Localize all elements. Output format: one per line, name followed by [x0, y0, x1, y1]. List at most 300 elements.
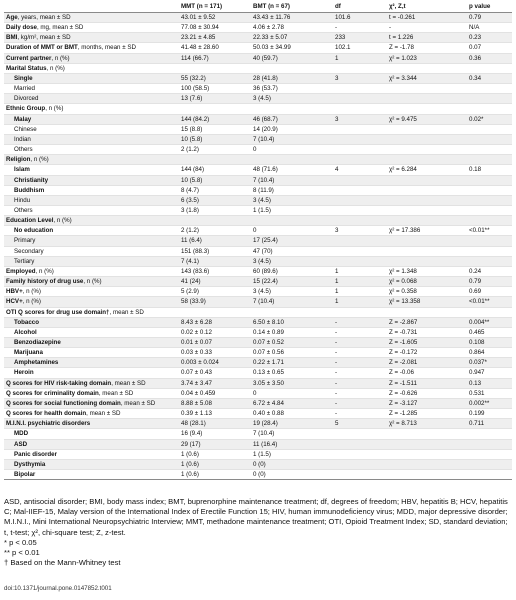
- statistic-cell: -: [389, 24, 392, 32]
- table-row: [4, 378, 512, 388]
- statistic-cell: Z = -3.127: [389, 399, 418, 407]
- bmt-cell: [251, 63, 333, 73]
- bmt-cell: [251, 216, 333, 226]
- mmt-cell: [179, 155, 251, 165]
- statistic-cell: Z = -1.511: [389, 379, 417, 387]
- statistic-cell: [387, 205, 467, 215]
- row-label-bold: Current partner: [6, 54, 52, 62]
- statistic-cell: [387, 124, 467, 134]
- df-cell: [333, 104, 387, 114]
- mmt-cell: 7 (4.1): [181, 257, 199, 265]
- df-cell: -: [335, 369, 338, 377]
- p-value-cell: [467, 84, 512, 94]
- table-row: [4, 84, 512, 94]
- row-label: Indian: [14, 135, 31, 143]
- row-label: [4, 155, 179, 165]
- mmt-cell: 41.48 ± 28.60: [181, 44, 219, 52]
- row-label: [4, 287, 179, 297]
- bmt-cell: [251, 104, 333, 114]
- table-row: [4, 63, 512, 73]
- bmt-cell: 0: [253, 389, 257, 397]
- df-cell: -: [335, 359, 338, 367]
- mmt-cell: 100 (58.5): [181, 85, 210, 93]
- row-label: [4, 317, 179, 327]
- row-label: Others: [14, 206, 33, 214]
- table-row: [4, 307, 512, 317]
- row-label: [4, 449, 179, 459]
- statistic-cell: Z = -2.081: [389, 359, 418, 367]
- df-cell: [333, 429, 387, 439]
- statistic-cell: χ² = 8.713: [389, 420, 417, 428]
- row-label-bold: Age: [6, 14, 18, 21]
- table-row: [4, 94, 512, 104]
- bmt-cell: 0.07 ± 0.56: [253, 349, 284, 357]
- mmt-cell: 15 (8.8): [181, 125, 203, 133]
- p-value-cell: [467, 429, 512, 439]
- row-label-rest: , mean ± SD: [109, 308, 144, 316]
- table-row: [4, 43, 512, 53]
- mmt-cell: 43.01 ± 9.52: [181, 14, 216, 21]
- row-label-bold: HBV+: [6, 288, 23, 296]
- p-value-cell: 0.004**: [469, 318, 490, 326]
- table-row: [4, 358, 512, 368]
- p-value-cell: [467, 94, 512, 104]
- df-cell: -: [335, 339, 338, 346]
- statistic-cell: χ² = 0.358: [389, 288, 417, 296]
- statistic-cell: [387, 104, 467, 114]
- p-value-cell: [467, 307, 512, 317]
- row-label-rest: , n (%): [83, 278, 102, 286]
- mmt-cell: 0.01 ± 0.07: [181, 339, 212, 346]
- bmt-cell: 48 (71.6): [253, 166, 278, 174]
- statistic-cell: [387, 429, 467, 439]
- df-cell: 233: [335, 34, 346, 42]
- df-cell: -: [335, 399, 338, 407]
- bmt-cell: 3.05 ± 3.50: [253, 379, 284, 387]
- row-label-bold: Education Level: [6, 217, 54, 225]
- header-p-value: p value: [469, 3, 491, 11]
- row-label: [4, 73, 179, 83]
- p-value-cell: [467, 449, 512, 459]
- p-value-cell: [467, 185, 512, 195]
- row-label-bold: HCV+: [6, 298, 23, 306]
- df-cell: -: [335, 389, 338, 397]
- row-label: Hindu: [14, 196, 31, 204]
- bmt-cell: 0: [253, 227, 257, 235]
- row-label-bold: Q scores for social functioning domain: [6, 399, 121, 407]
- table-row: [4, 23, 512, 33]
- table-row: [4, 53, 512, 63]
- df-cell: [333, 175, 387, 185]
- row-label: [4, 53, 179, 63]
- p-value-cell: [467, 236, 512, 246]
- row-label: [4, 398, 179, 408]
- row-label-rest: , n (%): [53, 217, 72, 225]
- bmt-cell: 46 (68.7): [253, 115, 278, 123]
- mmt-cell: 10 (5.8): [181, 135, 203, 143]
- df-cell: 4: [335, 166, 339, 174]
- row-label: [4, 226, 179, 236]
- df-cell: [333, 185, 387, 195]
- row-label: [4, 358, 179, 368]
- df-cell: 1: [335, 54, 339, 62]
- header-bmt: BMT (n = 67): [253, 3, 290, 11]
- bmt-cell: 17 (25.4): [253, 237, 278, 245]
- row-label-bold: Daily dose: [6, 24, 37, 32]
- table-row: [4, 256, 512, 266]
- statistic-cell: Z = -1.285: [389, 410, 418, 418]
- statistic-cell: χ² = 17.386: [389, 227, 421, 235]
- df-cell: -: [335, 24, 338, 32]
- row-label: [4, 388, 179, 398]
- mmt-cell: 0.07 ± 0.43: [181, 369, 212, 377]
- mmt-cell: 5 (2.9): [181, 288, 199, 296]
- p-value-cell: [467, 246, 512, 256]
- df-cell: -: [335, 328, 338, 336]
- p-value-cell: 0.13: [469, 379, 482, 387]
- table-row: [4, 470, 512, 480]
- df-cell: 1: [335, 288, 339, 296]
- df-cell: [333, 246, 387, 256]
- row-label-bold: Ethnic Group: [6, 105, 46, 113]
- statistic-cell: [387, 185, 467, 195]
- row-label-rest: , n (%): [22, 288, 41, 296]
- mmt-cell: 0.39 ± 1.13: [181, 410, 212, 418]
- bmt-cell: 7 (10.4): [253, 298, 275, 306]
- mmt-cell: 48 (28.1): [181, 420, 206, 428]
- mmt-cell: 77.08 ± 30.94: [181, 24, 219, 32]
- row-label-bold: Christianity: [14, 176, 49, 184]
- p-value-cell: [467, 216, 512, 226]
- p-value-cell: [467, 104, 512, 114]
- statistic-cell: χ² = 1.023: [389, 54, 417, 62]
- df-cell: [333, 307, 387, 317]
- row-label: [4, 266, 179, 276]
- p-value-cell: 0.002**: [469, 399, 490, 407]
- mmt-cell: 23.21 ± 4.85: [181, 34, 216, 42]
- table-row: [4, 226, 512, 236]
- table-row: [4, 277, 512, 287]
- row-label-rest: , n (%): [46, 64, 65, 72]
- df-cell: [333, 195, 387, 205]
- row-label: [4, 338, 179, 348]
- p-value-cell: 0.864: [469, 349, 485, 357]
- statistic-cell: [387, 155, 467, 165]
- p-value-cell: 0.465: [469, 328, 485, 336]
- row-label-bold: ASD: [14, 440, 28, 448]
- row-label-bold: Malay: [14, 115, 32, 123]
- bmt-cell: 47 (70): [253, 247, 273, 255]
- row-label: [4, 277, 179, 287]
- mmt-cell: 0.02 ± 0.12: [181, 328, 212, 336]
- row-label-bold: Q scores for HIV risk-taking domain: [6, 379, 112, 387]
- row-label: [4, 23, 179, 33]
- bmt-cell: 3 (4.5): [253, 196, 271, 204]
- row-label: [4, 175, 179, 185]
- bmt-cell: 40 (59.7): [253, 54, 278, 62]
- row-label: [4, 216, 179, 226]
- bmt-cell: 43.43 ± 11.76: [253, 14, 291, 21]
- p-value-cell: [467, 155, 512, 165]
- statistic-cell: Z = -0.172: [389, 349, 418, 357]
- statistic-cell: Z = -0.626: [389, 389, 418, 397]
- row-label: [4, 165, 179, 175]
- row-label-bold: Buddhism: [14, 186, 45, 194]
- statistic-cell: χ² = 0.068: [389, 278, 417, 286]
- row-label: [4, 429, 179, 439]
- statistic-cell: [387, 216, 467, 226]
- df-cell: [333, 459, 387, 469]
- df-cell: [333, 439, 387, 449]
- df-cell: 1: [335, 298, 339, 306]
- row-label-rest: , mean ± SD: [98, 389, 134, 397]
- mmt-cell: 151 (88.3): [181, 247, 210, 255]
- statistic-cell: [387, 470, 467, 480]
- table-row: [4, 449, 512, 459]
- mmt-cell: 2 (1.2): [181, 146, 199, 154]
- mmt-cell: 29 (17): [181, 440, 201, 448]
- statistic-cell: Z = -0.06: [389, 369, 414, 377]
- table-row: [4, 409, 512, 419]
- statistic-cell: [387, 246, 467, 256]
- dagger-note: † Based on the Mann-Whitney test: [4, 558, 121, 568]
- table-row: [4, 338, 512, 348]
- p-value-cell: [467, 134, 512, 144]
- row-label: [4, 409, 179, 419]
- mmt-cell: 144 (84.2): [181, 115, 210, 123]
- p-value-cell: 0.23: [469, 34, 482, 42]
- bmt-cell: 3 (4.5): [253, 95, 271, 103]
- row-label-bold: BMI: [6, 34, 18, 42]
- row-label-bold: Tobacco: [14, 318, 39, 326]
- table-row: [4, 327, 512, 337]
- row-label-bold: Bipolar: [14, 471, 36, 479]
- table-row: [4, 246, 512, 256]
- row-label-bold: OTI Q scores for drug use domain†: [6, 308, 110, 316]
- mmt-cell: 144 (84): [181, 166, 205, 174]
- df-cell: [333, 155, 387, 165]
- row-label-bold: Religion: [6, 156, 31, 164]
- statistic-cell: [387, 175, 467, 185]
- mmt-cell: 1 (0.6): [181, 450, 199, 458]
- statistic-cell: χ² = 9.475: [389, 115, 417, 123]
- statistic-cell: [387, 195, 467, 205]
- table-row: [4, 348, 512, 358]
- bmt-cell: 0.13 ± 0.65: [253, 369, 284, 377]
- p-value-cell: [467, 439, 512, 449]
- table-row: [4, 205, 512, 215]
- p-value-cell: [467, 205, 512, 215]
- df-cell: 3: [335, 227, 339, 235]
- row-label: Married: [14, 85, 35, 93]
- row-label-bold: Marital Status: [6, 64, 47, 72]
- mmt-cell: [179, 63, 251, 73]
- p-value-cell: 0.24: [469, 267, 482, 275]
- bmt-cell: 4.06 ± 2.78: [253, 24, 284, 32]
- df-cell: 1: [335, 278, 339, 286]
- table-row: [4, 388, 512, 398]
- bmt-cell: 7 (10.4): [253, 176, 275, 184]
- table-row: [4, 216, 512, 226]
- table-footnotes: [4, 497, 512, 568]
- row-label-bold: No education: [14, 227, 54, 235]
- row-label: [4, 378, 179, 388]
- row-label: [4, 368, 179, 378]
- table-row: [4, 266, 512, 276]
- mmt-cell: [179, 216, 251, 226]
- bmt-cell: 15 (22.4): [253, 278, 278, 286]
- bmt-cell: 14 (20.9): [253, 125, 278, 133]
- table-row: [4, 114, 512, 124]
- statistic-cell: t = 1.226: [389, 34, 414, 42]
- df-cell: -: [335, 318, 338, 326]
- row-label-rest: , n (%): [30, 156, 49, 164]
- p-value-cell: [467, 195, 512, 205]
- statistic-cell: [387, 145, 467, 155]
- row-label: [4, 63, 179, 73]
- statistic-cell: [387, 439, 467, 449]
- significance-note-2: ** p < 0.01: [4, 548, 40, 558]
- p-value-cell: <0.01**: [469, 227, 490, 235]
- row-label-rest: , n (%): [45, 105, 64, 113]
- bmt-cell: 1 (1.5): [253, 450, 271, 458]
- p-value-cell: 0.69: [469, 288, 482, 296]
- statistic-cell: χ² = 1.348: [389, 267, 417, 275]
- table-row: [4, 429, 512, 439]
- p-value-cell: 0.02*: [469, 115, 484, 123]
- table-row: [4, 165, 512, 175]
- row-label-rest: , mg, mean ± SD: [36, 24, 84, 32]
- header-df: df: [335, 3, 341, 11]
- row-label-bold: Islam: [14, 166, 30, 174]
- mmt-cell: 0.003 ± 0.024: [181, 359, 219, 367]
- df-cell: 5: [335, 420, 339, 428]
- row-label-bold: Alcohol: [14, 328, 37, 336]
- df-cell: [333, 470, 387, 480]
- mmt-cell: 3.74 ± 3.47: [181, 379, 212, 387]
- p-value-cell: 0.79: [469, 14, 482, 21]
- p-value-cell: 0.07: [469, 44, 482, 52]
- row-label: [4, 439, 179, 449]
- bmt-cell: 28 (41.8): [253, 74, 278, 82]
- mmt-cell: 1 (0.6): [181, 460, 199, 468]
- row-label-rest: , kg/m², mean ± SD: [17, 34, 71, 42]
- row-label: [4, 419, 179, 429]
- mmt-cell: 2 (1.2): [181, 227, 199, 235]
- row-label-rest: , years, mean ± SD: [17, 14, 71, 21]
- mmt-cell: [179, 104, 251, 114]
- p-value-cell: 0.34: [469, 74, 482, 82]
- row-label-bold: Q scores for health domain: [6, 410, 87, 418]
- row-label-bold: Heroin: [14, 369, 34, 377]
- bmt-cell: 0 (0): [253, 460, 266, 468]
- bmt-cell: 0.07 ± 0.52: [253, 339, 284, 346]
- p-value-cell: N/A: [469, 24, 480, 32]
- mmt-cell: 58 (33.9): [181, 298, 206, 306]
- df-cell: [333, 216, 387, 226]
- row-label: [4, 470, 179, 480]
- table-row: [4, 13, 512, 23]
- df-cell: [333, 256, 387, 266]
- mmt-cell: 0.04 ± 0.459: [181, 389, 216, 397]
- row-label: [4, 307, 179, 317]
- table-row: [4, 134, 512, 144]
- row-label: [4, 33, 179, 43]
- mmt-cell: 55 (32.2): [181, 74, 206, 82]
- table-row: [4, 439, 512, 449]
- row-label-rest: , mean ± SD: [86, 410, 121, 418]
- table-row: [4, 195, 512, 205]
- characteristics-table: [4, 2, 512, 480]
- row-label-rest: , mean ± SD: [120, 399, 156, 407]
- p-value-cell: 0.108: [469, 339, 485, 346]
- table-row: [4, 104, 512, 114]
- p-value-cell: [467, 459, 512, 469]
- row-label: Secondary: [14, 247, 44, 255]
- mmt-cell: [179, 307, 251, 317]
- mmt-cell: 13 (7.6): [181, 95, 203, 103]
- df-cell: [333, 449, 387, 459]
- row-label: Others: [14, 146, 33, 154]
- row-label-bold: Q scores for criminality domain: [6, 389, 99, 397]
- statistic-cell: [387, 449, 467, 459]
- row-label-bold: Single: [14, 74, 33, 82]
- statistic-cell: χ² = 13.358: [389, 298, 421, 306]
- row-label: [4, 114, 179, 124]
- p-value-cell: 0.199: [469, 410, 485, 418]
- statistic-cell: [387, 236, 467, 246]
- mmt-cell: 6 (3.5): [181, 196, 199, 204]
- row-label-rest: , mean ± SD: [111, 379, 146, 387]
- row-label: [4, 185, 179, 195]
- bmt-cell: 0 (0): [253, 471, 266, 479]
- row-label: Tertiary: [14, 257, 35, 265]
- df-cell: [333, 236, 387, 246]
- bmt-cell: 6.72 ± 4.84: [253, 399, 284, 407]
- table-header-row: [4, 2, 512, 13]
- table-row: [4, 398, 512, 408]
- statistic-cell: Z = -1.78: [389, 44, 414, 52]
- mmt-cell: 8 (4.7): [181, 186, 199, 194]
- df-cell: 3: [335, 115, 339, 123]
- row-label: Chinese: [14, 125, 37, 133]
- row-label-bold: Duration of MMT or BMT: [6, 44, 78, 52]
- mmt-cell: 114 (66.7): [181, 54, 209, 62]
- row-label-bold: Amphetamines: [14, 359, 59, 367]
- table-row: [4, 287, 512, 297]
- row-label: [4, 13, 179, 23]
- mmt-cell: 10 (5.8): [181, 176, 203, 184]
- statistic-cell: Z = -2.867: [389, 318, 418, 326]
- mmt-cell: 41 (24): [181, 278, 201, 286]
- mmt-cell: 1 (0.6): [181, 471, 199, 479]
- p-value-cell: 0.36: [469, 54, 482, 62]
- bmt-cell: [251, 307, 333, 317]
- bmt-cell: [251, 155, 333, 165]
- p-value-cell: [467, 63, 512, 73]
- bmt-cell: 36 (53.7): [253, 85, 278, 93]
- row-label-rest: , n (%): [51, 54, 70, 62]
- bmt-cell: 0.14 ± 0.89: [253, 328, 284, 336]
- mmt-cell: 11 (6.4): [181, 237, 202, 245]
- row-label-bold: Panic disorder: [14, 450, 57, 458]
- row-label-rest: , n (%): [22, 298, 41, 306]
- row-label-bold: M.I.N.I. psychiatric disorders: [6, 420, 91, 428]
- table-row: [4, 368, 512, 378]
- df-cell: -: [335, 379, 338, 387]
- df-cell: -: [335, 410, 338, 418]
- df-cell: [333, 205, 387, 215]
